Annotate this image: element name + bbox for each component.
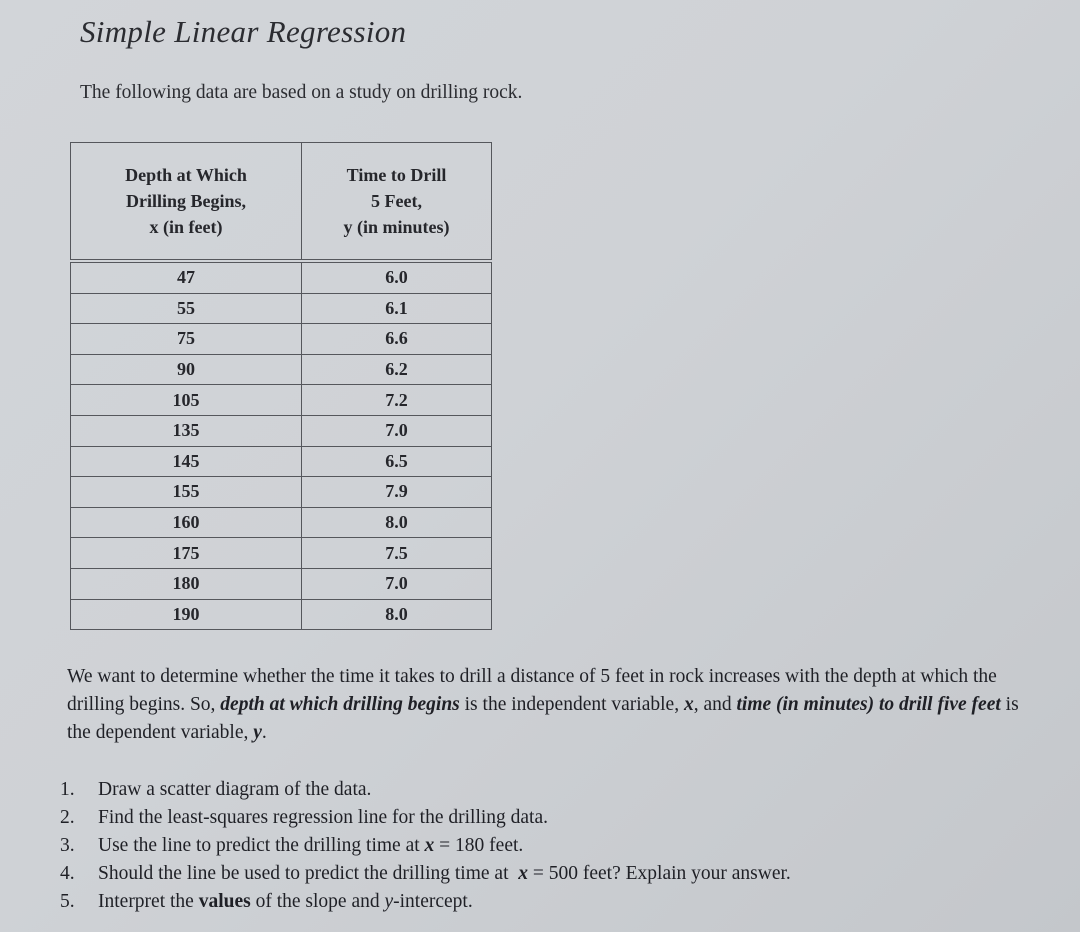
depth-cell: 75 [71,324,302,355]
table-row [71,568,492,599]
question-item [60,776,1060,804]
variable-x: x [518,863,528,884]
question-text-part: Use the line to predict the drilling time at [98,835,425,856]
table-row [71,507,492,538]
dependent-variable-phrase: time (in minutes) to drill five feet [736,694,1001,715]
question-number: 1. [60,779,75,800]
header-time-line: Time to Drill [346,165,447,185]
depth-cell: 47 [71,261,302,293]
question-text-part: -intercept. [393,891,473,912]
question-item [60,832,1060,860]
time-cell: 8.0 [302,507,492,538]
question-text [98,776,371,804]
time-cell: 6.6 [302,324,492,355]
depth-cell: 55 [71,293,302,324]
paragraph-text: We want to determine whether the time it takes to drill a distance of 5 feet in rock increases with the depth at which the drilling begins. So, [67,666,997,715]
time-cell: 6.5 [302,446,492,477]
question-item [60,860,1060,888]
time-cell: 7.9 [302,477,492,508]
variable-y: y [384,891,394,912]
values-emphasis: values [198,891,251,912]
header-time-line: y (in minutes) [343,217,450,237]
depth-cell: 160 [71,507,302,538]
header-time-line: 5 Feet, [371,191,422,211]
table-row [71,538,492,569]
paragraph-text: is the dependent variable, [67,694,1019,743]
question-list [60,776,1060,916]
header-depth-line: Depth at Which [125,165,247,185]
question-text [98,832,523,860]
header-time [302,143,492,262]
depth-cell: 135 [71,415,302,446]
table-row [71,324,492,355]
depth-cell: 90 [71,354,302,385]
time-cell: 7.0 [302,415,492,446]
table-row [71,293,492,324]
depth-cell: 180 [71,568,302,599]
time-cell: 6.0 [302,261,492,293]
variable-x: x [683,694,694,715]
question-text-part: of the slope and [250,891,385,912]
table-row [71,415,492,446]
question-text-part: Draw a scatter diagram of the data. [98,779,372,800]
question-text-part: = 500 feet? Explain your answer. [528,863,791,884]
variable-x: x [424,835,435,856]
table-row [71,385,492,416]
header-depth-line: x (in feet) [149,217,223,237]
time-cell: 8.0 [302,599,492,630]
question-text-part: Find the least-squares regression line for the drilling data. [98,807,549,828]
depth-cell: 105 [71,385,302,416]
table-row [71,477,492,508]
time-cell: 6.2 [302,354,492,385]
depth-cell: 190 [71,599,302,630]
question-item [60,804,1060,832]
table-row [71,261,492,293]
question-number: 2. [60,807,75,828]
page-title: Simple Linear Regression [80,14,407,49]
table-row [71,599,492,630]
time-cell: 6.1 [302,293,492,324]
question-number: 3. [60,835,75,856]
question-text-part: Should the line be used to predict the drilling time at [98,863,519,884]
paragraph-text: . [261,722,267,743]
question-text [98,804,548,832]
table-row [71,354,492,385]
explanation-paragraph [67,663,1042,747]
depth-cell: 175 [71,538,302,569]
depth-cell: 145 [71,446,302,477]
paragraph-text: , and [693,694,737,715]
variable-y: y [253,722,262,743]
question-item [60,888,1060,916]
question-text-part: = 180 feet. [434,835,524,856]
question-number: 5. [60,891,75,912]
time-cell: 7.2 [302,385,492,416]
header-depth-line: Drilling Begins, [125,191,246,211]
data-table [70,142,492,630]
time-cell: 7.0 [302,568,492,599]
time-cell: 7.5 [302,538,492,569]
table-header-row [71,143,492,262]
question-text-part: Interpret the [98,891,199,912]
header-depth [71,143,302,262]
table-row [71,446,492,477]
question-text [98,860,791,888]
independent-variable-phrase: depth at which drilling begins [220,694,460,715]
paragraph-text: is the independent variable, [459,694,684,715]
depth-cell: 155 [71,477,302,508]
question-number: 4. [60,863,75,884]
intro-text: The following data are based on a study on drilling rock. [80,82,523,103]
question-text [98,888,473,916]
